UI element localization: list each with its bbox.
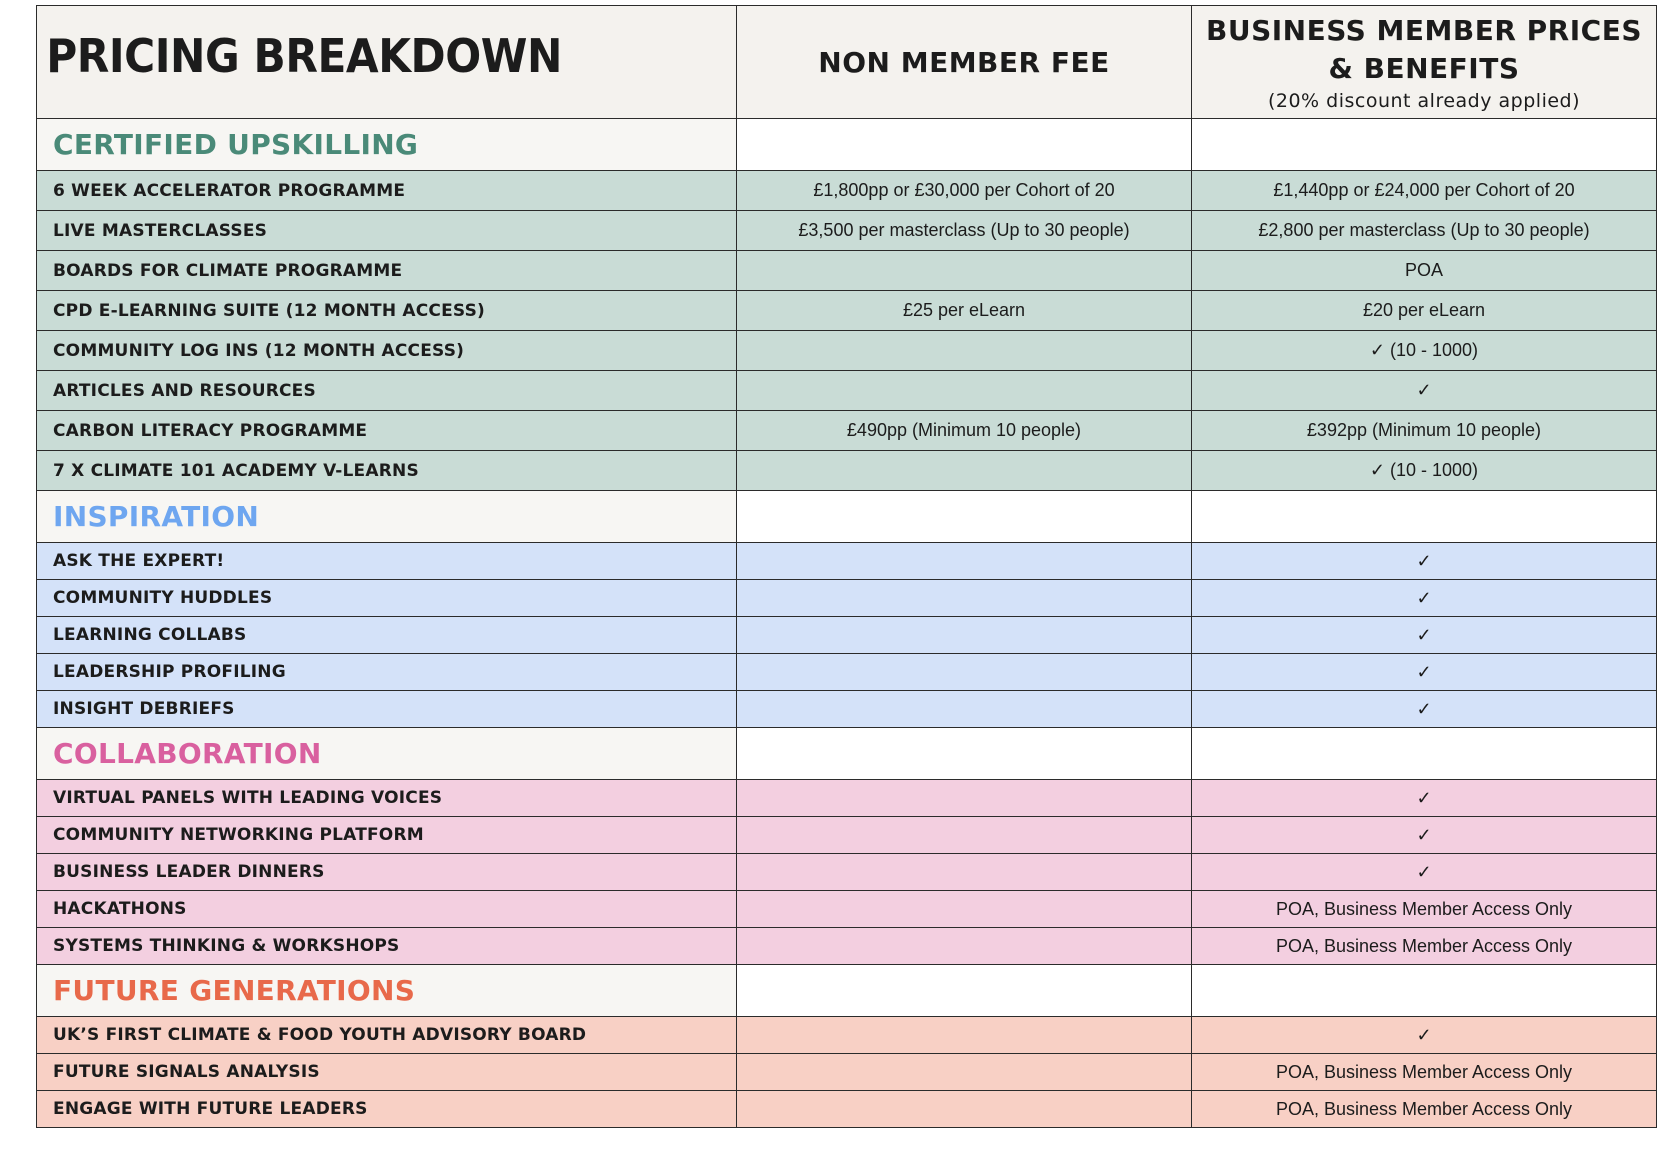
non-member-fee: £490pp (Minimum 10 people) [737, 411, 1192, 451]
non-member-fee [737, 580, 1192, 617]
table-row [37, 780, 1657, 817]
table-row [37, 411, 1657, 451]
table-row [37, 691, 1657, 728]
section-header-inspiration [37, 491, 1657, 543]
table-row [37, 617, 1657, 654]
member-price: ✓ (10 - 1000) [1192, 331, 1657, 371]
non-member-fee [737, 780, 1192, 817]
item-label: FUTURE SIGNALS ANALYSIS [37, 1054, 737, 1091]
non-member-fee [737, 928, 1192, 965]
non-member-header-label: NON MEMBER FEE [818, 45, 1110, 79]
non-member-column-header [737, 6, 1192, 119]
non-member-fee [737, 543, 1192, 580]
table-row [37, 928, 1657, 965]
table-row [37, 1091, 1657, 1128]
table-row [37, 817, 1657, 854]
table-row [37, 171, 1657, 211]
section-title: COLLABORATION [37, 728, 737, 780]
item-label: ASK THE EXPERT! [37, 543, 737, 580]
section-empty-cell [1192, 728, 1657, 780]
item-label: INSIGHT DEBRIEFS [37, 691, 737, 728]
page-title: PRICING BREAKDOWN [46, 29, 562, 83]
section-empty-cell [737, 965, 1192, 1017]
member-price: POA, Business Member Access Only [1192, 928, 1657, 965]
non-member-fee [737, 891, 1192, 928]
table-row [37, 891, 1657, 928]
section-title: CERTIFIED UPSKILLING [37, 119, 737, 171]
header-row [37, 6, 1657, 119]
member-price: ✓ [1192, 854, 1657, 891]
non-member-fee [737, 451, 1192, 491]
member-header-line2: & BENEFITS [1328, 52, 1520, 85]
table-row [37, 543, 1657, 580]
table-row [37, 1054, 1657, 1091]
section-empty-cell [737, 728, 1192, 780]
member-header-note: (20% discount already applied) [1267, 90, 1581, 112]
section-header-future [37, 965, 1657, 1017]
section-empty-cell [737, 491, 1192, 543]
member-price: ✓ [1192, 1017, 1657, 1054]
item-label: BUSINESS LEADER DINNERS [37, 854, 737, 891]
non-member-fee [737, 1054, 1192, 1091]
item-label: SYSTEMS THINKING & WORKSHOPS [37, 928, 737, 965]
section-title: INSPIRATION [37, 491, 737, 543]
non-member-fee: £3,500 per masterclass (Up to 30 people) [737, 211, 1192, 251]
item-label: LEARNING COLLABS [37, 617, 737, 654]
item-label: COMMUNITY NETWORKING PLATFORM [37, 817, 737, 854]
item-label: CARBON LITERACY PROGRAMME [37, 411, 737, 451]
non-member-fee [737, 617, 1192, 654]
member-price: ✓ (10 - 1000) [1192, 451, 1657, 491]
member-price: £392pp (Minimum 10 people) [1192, 411, 1657, 451]
member-price: ✓ [1192, 780, 1657, 817]
item-label: UK’S FIRST CLIMATE & FOOD YOUTH ADVISORY BOARD [37, 1017, 737, 1054]
section-header-certified [37, 119, 1657, 171]
item-label: COMMUNITY HUDDLES [37, 580, 737, 617]
section-empty-cell [1192, 965, 1657, 1017]
section-empty-cell [1192, 119, 1657, 171]
table-row [37, 291, 1657, 331]
table-row [37, 211, 1657, 251]
non-member-fee [737, 654, 1192, 691]
non-member-fee [737, 251, 1192, 291]
pricing-table [36, 5, 1657, 1128]
item-label: BOARDS FOR CLIMATE PROGRAMME [37, 251, 737, 291]
item-label: LEADERSHIP PROFILING [37, 654, 737, 691]
non-member-fee: £1,800pp or £30,000 per Cohort of 20 [737, 171, 1192, 211]
section-empty-cell [737, 119, 1192, 171]
member-price: POA [1192, 251, 1657, 291]
member-price: £2,800 per masterclass (Up to 30 people) [1192, 211, 1657, 251]
member-price: POA, Business Member Access Only [1192, 891, 1657, 928]
item-label: ENGAGE WITH FUTURE LEADERS [37, 1091, 737, 1128]
item-label: COMMUNITY LOG INS (12 MONTH ACCESS) [37, 331, 737, 371]
member-price: ✓ [1192, 543, 1657, 580]
member-price: £20 per eLearn [1192, 291, 1657, 331]
non-member-fee: £25 per eLearn [737, 291, 1192, 331]
non-member-fee [737, 1091, 1192, 1128]
table-row [37, 251, 1657, 291]
non-member-fee [737, 817, 1192, 854]
item-label: 6 WEEK ACCELERATOR PROGRAMME [37, 171, 737, 211]
item-label: ARTICLES AND RESOURCES [37, 371, 737, 411]
member-column-header [1192, 6, 1657, 119]
non-member-fee [737, 854, 1192, 891]
member-price: £1,440pp or £24,000 per Cohort of 20 [1192, 171, 1657, 211]
non-member-fee [737, 1017, 1192, 1054]
item-label: VIRTUAL PANELS WITH LEADING VOICES [37, 780, 737, 817]
table-row [37, 1017, 1657, 1054]
section-header-collaboration [37, 728, 1657, 780]
section-empty-cell [1192, 491, 1657, 543]
member-price: ✓ [1192, 371, 1657, 411]
member-price: ✓ [1192, 617, 1657, 654]
item-label: LIVE MASTERCLASSES [37, 211, 737, 251]
member-price: ✓ [1192, 580, 1657, 617]
item-label: CPD E-LEARNING SUITE (12 MONTH ACCESS) [37, 291, 737, 331]
section-title: FUTURE GENERATIONS [37, 965, 737, 1017]
table-row [37, 654, 1657, 691]
table-row [37, 854, 1657, 891]
pricing-table-body [37, 6, 1657, 1128]
non-member-fee [737, 691, 1192, 728]
item-label: 7 X CLIMATE 101 ACADEMY V-LEARNS [37, 451, 737, 491]
member-header-line1: BUSINESS MEMBER PRICES [1205, 14, 1643, 47]
member-price: POA, Business Member Access Only [1192, 1091, 1657, 1128]
item-label: HACKATHONS [37, 891, 737, 928]
member-price: ✓ [1192, 691, 1657, 728]
member-price: ✓ [1192, 817, 1657, 854]
non-member-fee [737, 331, 1192, 371]
member-price: POA, Business Member Access Only [1192, 1054, 1657, 1091]
title-cell [37, 6, 737, 119]
table-row [37, 451, 1657, 491]
table-row [37, 580, 1657, 617]
table-row [37, 331, 1657, 371]
member-price: ✓ [1192, 654, 1657, 691]
non-member-fee [737, 371, 1192, 411]
table-row [37, 371, 1657, 411]
